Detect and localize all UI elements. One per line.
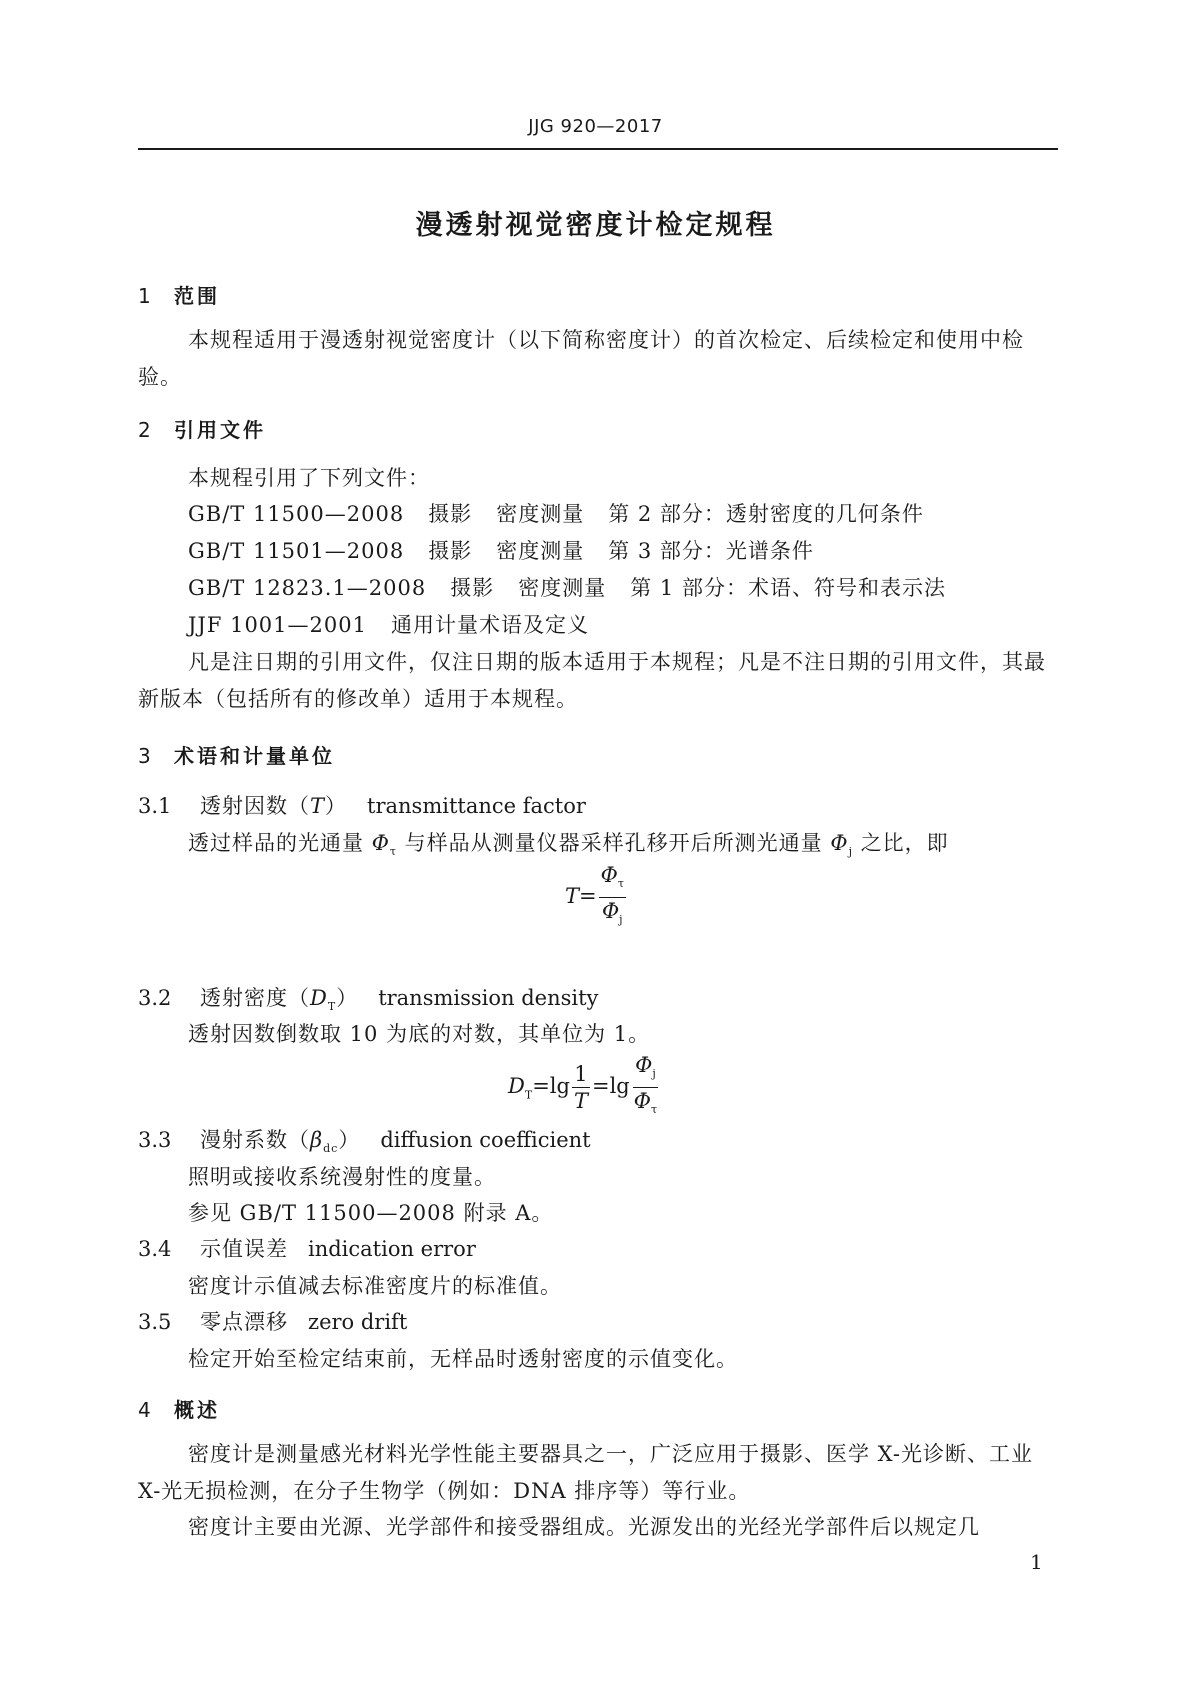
subscript: T bbox=[524, 1088, 533, 1102]
reference-item bbox=[188, 572, 946, 602]
term-3-4-definition: 密度计示值减去标准密度片的标准值。 bbox=[188, 1274, 562, 1298]
section-title: 术语和计量单位 bbox=[174, 744, 335, 768]
section-4-heading bbox=[138, 1394, 220, 1423]
term-symbol: β bbox=[310, 1128, 324, 1152]
section-title: 概述 bbox=[174, 1398, 220, 1422]
term-3-5 bbox=[138, 1306, 407, 1336]
section-number: 3 bbox=[138, 744, 151, 768]
term-number: 3.1 bbox=[138, 794, 172, 818]
section-title: 范围 bbox=[174, 284, 220, 308]
subscript: dc bbox=[323, 1142, 339, 1156]
formula-equals: = bbox=[532, 1074, 550, 1099]
section-3-heading bbox=[138, 740, 335, 769]
term-close: ） bbox=[338, 1128, 361, 1152]
term-cn: 示值误差 bbox=[200, 1237, 288, 1261]
term-cn: 漫射系数（ bbox=[200, 1128, 310, 1152]
phi-symbol: Φ bbox=[830, 831, 849, 855]
reference-part: 摄影 bbox=[428, 502, 473, 526]
term-symbol: D bbox=[310, 986, 328, 1010]
subscript: j bbox=[848, 845, 853, 859]
reference-item bbox=[188, 609, 589, 639]
term-number: 3.4 bbox=[138, 1237, 172, 1261]
reference-code: JJF 1001—2001 bbox=[188, 613, 367, 637]
header-rule bbox=[138, 148, 1058, 150]
reference-part: 第 3 部分：光谱条件 bbox=[608, 539, 814, 563]
reference-part: 通用计量术语及定义 bbox=[390, 613, 589, 637]
term-cn: 透射因数（ bbox=[200, 794, 310, 818]
formula-transmittance bbox=[565, 862, 628, 933]
reference-part: 摄影 bbox=[450, 576, 495, 600]
section-1-paragraph: 本规程适用于漫透射视觉密度计（以下简称密度计）的首次检定、后续检定和使用中检验。 bbox=[138, 328, 1024, 389]
term-en: diffusion coefficient bbox=[380, 1128, 591, 1152]
running-header: JJG 920—2017 bbox=[528, 116, 663, 137]
formula-fraction bbox=[599, 862, 626, 933]
reference-part: 密度测量 bbox=[518, 576, 607, 600]
subscript: τ bbox=[650, 1103, 658, 1117]
term-number: 3.5 bbox=[138, 1310, 172, 1334]
numerator: Φ bbox=[600, 863, 618, 887]
term-cn: 透射密度（ bbox=[200, 986, 310, 1010]
section-title: 引用文件 bbox=[174, 418, 266, 442]
phi-symbol: Φ bbox=[371, 831, 390, 855]
term-3-1 bbox=[138, 790, 586, 820]
term-en: indication error bbox=[308, 1237, 476, 1261]
term-3-3-definition: 照明或接收系统漫射性的度量。 bbox=[188, 1165, 496, 1189]
reference-part: 密度测量 bbox=[496, 502, 585, 526]
term-3-2 bbox=[138, 982, 598, 1013]
document-title: 漫透射视觉密度计检定规程 bbox=[415, 210, 776, 241]
page-number: 1 bbox=[1030, 1550, 1043, 1574]
term-3-5-definition: 检定开始至检定结束前，无样品时透射密度的示值变化。 bbox=[188, 1347, 738, 1371]
subscript: τ bbox=[617, 877, 624, 891]
term-number: 3.3 bbox=[138, 1128, 172, 1152]
term-en: transmittance factor bbox=[367, 794, 586, 818]
reference-part: 密度测量 bbox=[496, 539, 585, 563]
formula-fraction bbox=[572, 1061, 590, 1114]
reference-code: GB/T 12823.1—2008 bbox=[188, 576, 427, 600]
section-number: 2 bbox=[138, 418, 151, 442]
term-number: 3.2 bbox=[138, 986, 172, 1010]
term-3-3-see-also: 参见 GB/T 11500—2008 附录 A。 bbox=[188, 1201, 554, 1225]
subscript: j bbox=[619, 913, 623, 927]
log-operator: lg bbox=[549, 1074, 570, 1099]
subscript: τ bbox=[389, 845, 397, 859]
reference-part: 第 1 部分：术语、符号和表示法 bbox=[630, 576, 946, 600]
formula-fraction bbox=[632, 1052, 659, 1123]
log-operator: lg bbox=[609, 1074, 630, 1099]
section-4-paragraph-1: 密度计是测量感光材料光学性能主要器具之一，广泛应用于摄影、医学 X-光诊断、工业 X-光无损检测，在分子生物学（例如：DNA 排序等）等行业。 bbox=[138, 1442, 1033, 1503]
term-3-2-definition: 透射因数倒数取 10 为底的对数，其单位为 1。 bbox=[188, 1022, 651, 1046]
definition-text: 之比，即 bbox=[853, 831, 949, 855]
term-3-1-definition bbox=[188, 827, 949, 858]
section-4-paragraph-2: 密度计主要由光源、光学部件和接受器组成。光源发出的光经光学部件后以规定几 bbox=[188, 1515, 980, 1539]
subscript: j bbox=[652, 1067, 656, 1081]
term-symbol: T bbox=[310, 794, 326, 818]
definition-text: 透过样品的光通量 bbox=[188, 831, 372, 855]
section-number: 4 bbox=[138, 1398, 151, 1422]
denominator: Φ bbox=[601, 899, 620, 924]
reference-item bbox=[188, 535, 814, 565]
term-en: transmission density bbox=[378, 986, 599, 1010]
denominator: T bbox=[573, 1089, 588, 1114]
formula-lhs: D bbox=[508, 1074, 525, 1099]
numerator: 1 bbox=[574, 1062, 588, 1087]
section-number: 1 bbox=[138, 284, 151, 308]
reference-code: GB/T 11501—2008 bbox=[188, 539, 405, 563]
formula-density bbox=[508, 1052, 661, 1123]
formula-equals: = bbox=[579, 884, 597, 909]
references-intro: 本规程引用了下列文件： bbox=[188, 466, 430, 490]
references-note: 凡是注日期的引用文件，仅注日期的版本适用于本规程；凡是不注日期的引用文件，其最新版本（包括所有的修改单）适用于本规程。 bbox=[138, 650, 1046, 711]
section-1-heading bbox=[138, 280, 220, 309]
definition-text: 与样品从测量仪器采样孔移开后所测光通量 bbox=[397, 831, 831, 855]
formula-lhs: T bbox=[565, 884, 580, 909]
formula-equals: = bbox=[591, 1074, 610, 1099]
reference-part: 第 2 部分：透射密度的几何条件 bbox=[608, 502, 924, 526]
numerator: Φ bbox=[635, 1053, 653, 1077]
term-cn: 零点漂移 bbox=[200, 1310, 288, 1334]
reference-part: 摄影 bbox=[428, 539, 473, 563]
term-3-3 bbox=[138, 1124, 591, 1155]
denominator: Φ bbox=[633, 1089, 651, 1114]
subscript: T bbox=[327, 1000, 337, 1014]
term-3-4 bbox=[138, 1233, 476, 1263]
term-close: ） bbox=[336, 986, 359, 1010]
term-close: ） bbox=[325, 794, 348, 818]
term-en: zero drift bbox=[308, 1310, 408, 1334]
reference-code: GB/T 11500—2008 bbox=[188, 502, 405, 526]
section-2-heading bbox=[138, 414, 266, 443]
reference-item bbox=[188, 498, 924, 528]
